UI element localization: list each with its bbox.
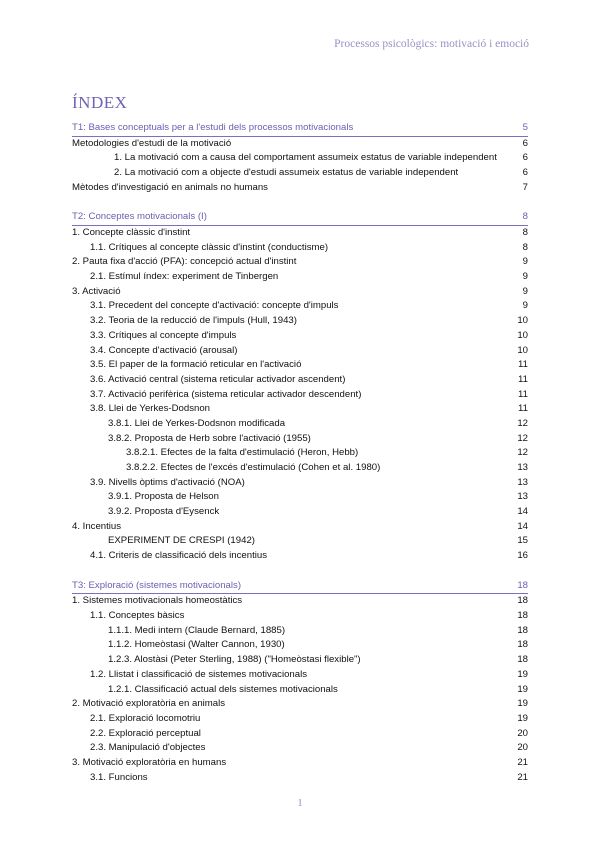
toc-entry[interactable] — [72, 756, 528, 771]
toc-entry[interactable] — [72, 609, 528, 624]
toc-entry-title: 3.1. Precedent del concepte d'activació: concepte d'impuls — [90, 300, 339, 312]
toc-entry-title: T3: Exploració (sistemes motivacionals) — [72, 579, 242, 591]
toc-entry[interactable] — [72, 727, 528, 742]
toc-entry[interactable] — [72, 285, 528, 300]
toc-section-link[interactable] — [72, 121, 528, 137]
toc-entry-page: 20 — [517, 727, 528, 739]
toc-spacer — [72, 195, 528, 210]
table-of-contents — [72, 121, 528, 785]
toc-entry-page: 9 — [522, 300, 528, 312]
toc-entry-title: 3.9.1. Proposta de Helson — [108, 491, 219, 503]
toc-entry[interactable] — [72, 388, 528, 403]
toc-entry-title: 3.6. Activació central (sistema reticular activador ascendent) — [90, 373, 346, 385]
toc-section-link[interactable] — [72, 210, 528, 226]
toc-entry-page: 15 — [517, 535, 528, 547]
toc-entry[interactable] — [72, 270, 528, 285]
toc-entry[interactable] — [72, 668, 528, 683]
toc-entry-title: 1.2.3. Alostàsi (Peter Sterling, 1988) ("Homeòstasi flexible") — [108, 654, 361, 666]
toc-entry-title: 1.2.1. Classificació actual dels sistemes motivacionals — [108, 683, 338, 695]
toc-entry-title: 3.1. Funcions — [90, 771, 148, 783]
toc-entry-title: 2. Pauta fixa d'acció (PFA): concepció actual d'instint — [72, 256, 297, 268]
toc-entry[interactable] — [72, 476, 528, 491]
toc-entry[interactable] — [72, 534, 528, 549]
toc-entry-title: T2: Conceptes motivacionals (I) — [72, 211, 207, 223]
toc-entry[interactable] — [72, 653, 528, 668]
toc-entry-title: EXPERIMENT DE CRESPI (1942) — [108, 535, 255, 547]
toc-entry[interactable] — [72, 181, 528, 196]
toc-entry[interactable] — [72, 771, 528, 786]
toc-spacer — [72, 564, 528, 579]
toc-entry-page: 9 — [522, 271, 528, 283]
toc-entry[interactable] — [72, 712, 528, 727]
toc-entry-title: 3.3. Crítiques al concepte d'impuls — [90, 329, 237, 341]
toc-entry[interactable] — [72, 741, 528, 756]
toc-entry[interactable] — [72, 461, 528, 476]
toc-entry-page: 9 — [522, 256, 528, 268]
toc-entry[interactable] — [72, 402, 528, 417]
index-title: ÍNDEX — [72, 93, 128, 112]
toc-entry-title: 3. Activació — [72, 285, 121, 297]
toc-entry[interactable] — [72, 520, 528, 535]
toc-entry-page: 18 — [517, 654, 528, 666]
toc-entry[interactable] — [72, 299, 528, 314]
toc-entry-page: 8 — [522, 227, 528, 239]
toc-entry-title: 1.1. Crítiques al concepte clàssic d'instint (conductisme) — [90, 241, 329, 253]
toc-entry-page: 12 — [517, 432, 528, 444]
toc-entry-page: 6 — [522, 137, 528, 149]
toc-entry-page: 10 — [517, 315, 528, 327]
toc-entry-page: 11 — [518, 403, 528, 415]
toc-entry-page: 12 — [517, 417, 528, 429]
toc-entry[interactable] — [72, 594, 528, 609]
toc-section-link[interactable] — [72, 579, 528, 595]
toc-entry-page: 13 — [517, 462, 528, 474]
toc-entry[interactable] — [72, 329, 528, 344]
toc-entry-title: T1: Bases conceptuals per a l'estudi dels processos motivacionals — [72, 122, 354, 133]
toc-entry[interactable] — [72, 549, 528, 564]
toc-entry-title: 2. La motivació com a objecte d'estudi assumeix estatus de variable independent — [114, 167, 459, 179]
toc-entry-title: 3.8.1. Llei de Yerkes-Dodsnon modificada — [108, 417, 286, 429]
toc-entry-page: 9 — [522, 285, 528, 297]
toc-entry[interactable] — [72, 151, 528, 166]
toc-entry[interactable] — [72, 638, 528, 653]
toc-entry[interactable] — [72, 137, 528, 152]
toc-entry-title: 4.1. Criteris de classificació dels incentius — [90, 550, 268, 562]
toc-entry[interactable] — [72, 505, 528, 520]
toc-entry-page: 10 — [517, 329, 528, 341]
toc-entry-title: 4. Incentius — [72, 520, 122, 532]
toc-entry[interactable] — [72, 358, 528, 373]
toc-entry-page: 18 — [517, 579, 528, 591]
page-number: 1 — [297, 797, 303, 809]
toc-entry-page: 6 — [522, 167, 528, 179]
toc-entry-page: 11 — [518, 359, 528, 371]
toc-entry-title: Metodologies d'estudi de la motivació — [72, 137, 232, 149]
toc-entry-title: 3.7. Activació perifèrica (sistema reticular activador descendent) — [90, 388, 362, 400]
toc-entry[interactable] — [72, 226, 528, 241]
toc-entry-page: 16 — [517, 550, 528, 562]
toc-entry-page: 21 — [517, 771, 528, 783]
toc-entry-title: Mètodes d'investigació en animals no humans — [72, 181, 268, 193]
toc-entry-title: 3.9. Nivells òptims d'activació (NOA) — [90, 476, 245, 488]
toc-entry-title: 2.1. Exploració locomotriu — [90, 712, 201, 724]
toc-entry[interactable] — [72, 166, 528, 181]
toc-entry-title: 1.2. Llistat i classificació de sistemes motivacionals — [90, 668, 308, 680]
toc-entry[interactable] — [72, 432, 528, 447]
toc-entry-page: 21 — [517, 756, 528, 768]
toc-entry-title: 1.1.2. Homeòstasi (Walter Cannon, 1930) — [108, 639, 285, 651]
toc-entry-title: 1. Concepte clàssic d'instint — [72, 227, 191, 239]
running-header: Processos psicològics: motivació i emoció — [334, 38, 529, 50]
toc-entry-title: 3.8.2.2. Efectes de l'excés d'estimulació (Cohen et al. 1980) — [126, 462, 381, 474]
toc-entry-page: 19 — [517, 712, 528, 724]
toc-entry-title: 3.2. Teoria de la reducció de l'impuls (Hull, 1943) — [90, 315, 297, 327]
toc-entry-page: 18 — [517, 624, 528, 636]
toc-entry-page: 6 — [522, 152, 528, 164]
toc-entry-page: 8 — [522, 211, 528, 223]
toc-entry-page: 11 — [518, 388, 528, 400]
toc-entry-page: 10 — [517, 344, 528, 356]
toc-entry-page: 19 — [517, 683, 528, 695]
toc-entry[interactable] — [72, 241, 528, 256]
toc-entry-title: 3.4. Concepte d'activació (arousal) — [90, 344, 238, 356]
toc-entry[interactable] — [72, 446, 528, 461]
toc-entry-title: 2. Motivació exploratòria en animals — [72, 698, 226, 710]
toc-entry-page: 13 — [517, 491, 528, 503]
toc-entry[interactable] — [72, 344, 528, 359]
toc-entry-title: 2.3. Manipulació d'objectes — [90, 742, 206, 754]
toc-entry[interactable] — [72, 255, 528, 270]
toc-entry-title: 1. Sistemes motivacionals homeostàtics — [72, 595, 243, 607]
toc-entry-title: 3. Motivació exploratòria en humans — [72, 756, 227, 768]
toc-entry-title: 3.8.2.1. Efectes de la falta d'estimulació (Heron, Hebb) — [126, 447, 359, 459]
toc-entry-page: 14 — [517, 520, 528, 532]
toc-entry-page: 11 — [518, 373, 528, 385]
toc-entry[interactable] — [72, 417, 528, 432]
toc-entry-page: 8 — [522, 241, 528, 253]
toc-entry[interactable] — [72, 314, 528, 329]
toc-entry-page: 18 — [517, 595, 528, 607]
toc-entry-title: 3.8.2. Proposta de Herb sobre l'activació (1955) — [108, 432, 311, 444]
toc-entry-title: 1.1.1. Medi intern (Claude Bernard, 1885) — [108, 624, 286, 636]
toc-entry-page: 18 — [517, 610, 528, 622]
toc-entry-title: 3.8. Llei de Yerkes-Dodsnon — [90, 403, 211, 415]
toc-entry-title: 2.1. Estímul índex: experiment de Tinbergen — [90, 271, 279, 283]
toc-entry-title: 2.2. Exploració perceptual — [90, 727, 201, 739]
toc-entry-title: 3.5. El paper de la formació reticular en l'activació — [90, 359, 302, 371]
toc-entry-title: 3.9.2. Proposta d'Eysenck — [108, 506, 220, 518]
toc-entry[interactable] — [72, 624, 528, 639]
toc-entry-page: 12 — [517, 447, 528, 459]
toc-entry[interactable] — [72, 490, 528, 505]
toc-entry-title: 1. La motivació com a causa del comportament assumeix estatus de variable independent — [114, 152, 497, 164]
toc-entry-page: 19 — [517, 698, 528, 710]
toc-entry[interactable] — [72, 373, 528, 388]
toc-entry-page: 18 — [517, 639, 528, 651]
toc-entry-page: 5 — [522, 122, 528, 133]
toc-entry-page: 7 — [522, 181, 528, 193]
toc-entry-title: 1.1. Conceptes bàsics — [90, 610, 185, 622]
toc-entry[interactable] — [72, 697, 528, 712]
toc-entry-page: 19 — [517, 668, 528, 680]
toc-entry-page: 14 — [517, 506, 528, 518]
toc-entry-page: 20 — [517, 742, 528, 754]
toc-entry-page: 13 — [517, 476, 528, 488]
toc-entry[interactable] — [72, 683, 528, 698]
